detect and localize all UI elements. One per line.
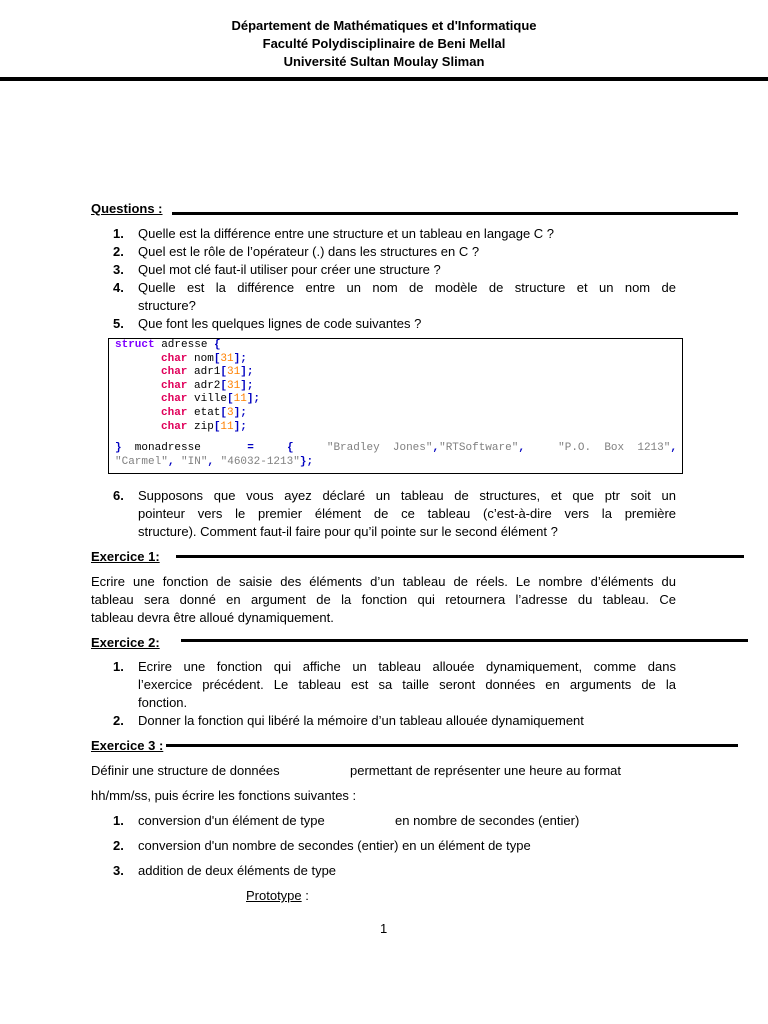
code-field-size: 11 [233, 393, 247, 406]
code-string-state: "IN" [181, 455, 208, 468]
code-field-size: 11 [220, 420, 234, 433]
ex3-item1-text-a: conversion d'un élément de type [138, 813, 325, 828]
ex3-title: Exercice 3 : [91, 738, 164, 753]
q5-number: 5. [113, 316, 124, 331]
code-field-line: char ville[11]; [161, 393, 261, 406]
code-var-name: monadresse [121, 442, 215, 454]
ex3-item2-text: conversion d'un nombre de secondes (entier) en un élément de type [138, 838, 531, 853]
code-block [108, 338, 683, 474]
code-field-type: char [161, 352, 188, 365]
ex3-text-line1b: permettant de représenter une heure au format [350, 763, 621, 778]
code-field-size: 3 [227, 407, 234, 419]
ex1-text-line2: tableau sera donné en argument de la fonction qui retournera l’adresse du tableau. Ce [91, 592, 676, 607]
q6-text-line1: Supposons que vous ayez déclaré un tableau de structures, et que ptr soit un [138, 488, 676, 503]
code-open-brace: { [214, 339, 221, 351]
ex2-item2-text: Donner la fonction qui libéré la mémoire d’un tableau allouée dynamiquement [138, 713, 584, 728]
q2-number: 2. [113, 244, 124, 259]
code-field-line: char etat[3]; [161, 407, 247, 419]
code-struct-keyword: struct [115, 339, 155, 351]
q1-number: 1. [113, 226, 124, 241]
code-field-line: char adr2[31]; [161, 379, 254, 392]
code-close-brace: } [115, 442, 122, 454]
q4-text-line1: Quelle est la différence entre un nom de modèle de structure et un nom de [138, 280, 676, 295]
ex3-text-line2: hh/mm/ss, puis écrire les fonctions suivantes : [91, 788, 357, 803]
header-rule [0, 77, 768, 81]
code-field-type: char [161, 393, 188, 406]
code-field-size: 31 [220, 352, 234, 365]
code-field-line: char adr1[31]; [161, 366, 254, 379]
page-number: 1 [380, 921, 388, 936]
code-init-end: }; [299, 455, 314, 468]
ex1-title: Exercice 1: [91, 549, 160, 564]
q3-number: 3. [113, 262, 124, 277]
ex1-rule [176, 555, 744, 558]
code-field-type: char [161, 379, 188, 392]
ex3-item1-text-b: en nombre de secondes (entier) [395, 813, 580, 828]
header-faculty: Faculté Polydisciplinaire de Beni Mellal [262, 36, 506, 51]
code-field-type: char [161, 407, 188, 419]
code-field-name: nom [187, 352, 214, 365]
ex2-item2-number: 2. [113, 713, 124, 728]
code-field-line: char nom[31]; [161, 352, 247, 365]
ex2-item1-line2: l’exercice précédent. Le tableau est sa taille seront données en arguments de la [138, 677, 676, 692]
code-init-open: { [287, 442, 294, 454]
prototype-word: Prototype [246, 888, 302, 903]
ex1-text-line3: tableau devra être alloué dynamiquement. [91, 610, 334, 625]
ex3-item1-number: 1. [113, 813, 124, 828]
code-line-struct [115, 339, 221, 353]
code-field-size: 31 [227, 366, 241, 379]
code-string-box: "P.O. Box 1213" [558, 442, 671, 454]
code-field-name: adr1 [187, 366, 221, 379]
ex2-rule [181, 639, 748, 642]
code-equals: = [247, 442, 254, 454]
questions-rule [172, 212, 738, 215]
ex3-item3-text: addition de deux éléments de type [138, 863, 337, 878]
q6-number: 6. [113, 488, 124, 503]
code-string-zip: "46032-1213" [220, 455, 300, 468]
q3-text: Quel mot clé faut-il utiliser pour créer une structure ? [138, 262, 441, 277]
code-field-size: 31 [227, 379, 241, 392]
code-field-name: etat [187, 407, 221, 419]
code-struct-name: adresse [154, 339, 215, 351]
prototype-colon: : [301, 888, 309, 903]
q1-text: Quelle est la différence entre une structure et un tableau en langage C ? [138, 226, 555, 241]
code-field-name: adr2 [187, 379, 221, 392]
q5-text: Que font les quelques lignes de code suivantes ? [138, 316, 422, 331]
code-field-type: char [161, 366, 188, 379]
code-string-city: "Carmel" [115, 455, 168, 468]
ex1-text-line1: Ecrire une fonction de saisie des éléments d’un tableau de réels. Le nombre d’éléments du [91, 574, 676, 589]
code-field-name: ville [187, 393, 228, 406]
code-line-init: } monadresse = { "Bradley Jones","RTSoftware", "P.O. Box 1213", [115, 442, 677, 454]
code-field-name: zip [187, 420, 214, 433]
code-string-name: "Bradley Jones" [326, 442, 433, 454]
q4-text-line2: structure? [138, 298, 196, 313]
header-university: Université Sultan Moulay Sliman [283, 54, 485, 69]
questions-title: Questions : [91, 201, 163, 216]
ex2-title: Exercice 2: [91, 635, 160, 650]
code-line-init-cont: "Carmel", "IN", "46032-1213"}; [115, 455, 314, 468]
q2-text: Quel est le rôle de l’opérateur (.) dans les structures en C ? [138, 244, 480, 259]
ex2-item1-line3: fonction. [138, 695, 188, 710]
ex3-item3-number: 3. [113, 863, 124, 878]
ex2-item1-line1: Ecrire une fonction qui affiche un tableau allouée dynamiquement, comme dans [138, 659, 676, 674]
ex3-item2-number: 2. [113, 838, 124, 853]
q6-text-line3: structure). Comment faut-il faire pour qu’il pointe sur le second élément ? [138, 524, 558, 539]
code-field-type: char [161, 420, 188, 433]
q6-text-line2: pointeur vers le premier élément de ce tableau (c’est-à-dire vers la première [138, 506, 676, 521]
q4-number: 4. [113, 280, 124, 295]
ex3-rule [166, 744, 738, 747]
code-field-line: char zip[11]; [161, 420, 247, 433]
ex3-prototype-label [246, 887, 309, 905]
code-string-company: "RTSoftware" [439, 442, 519, 454]
ex2-item1-number: 1. [113, 659, 124, 674]
ex3-text-line1a: Définir une structure de données [91, 763, 280, 778]
header-department: Département de Mathématiques et d'Informatique [231, 18, 537, 33]
